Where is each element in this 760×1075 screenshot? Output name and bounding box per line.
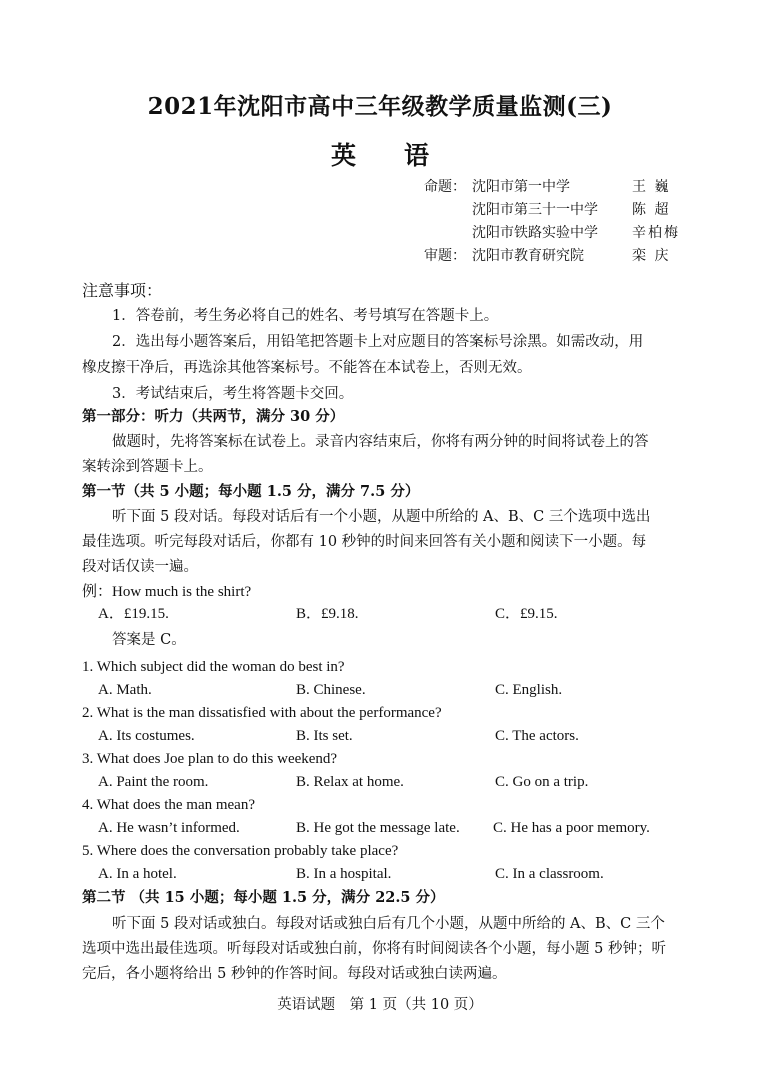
question-options xyxy=(82,682,682,705)
example-block xyxy=(82,580,682,654)
credit-name: 陈 超 xyxy=(632,202,671,218)
option-b: B. Chinese. xyxy=(296,682,366,698)
question-options xyxy=(82,774,682,797)
option-b: B. Relax at home. xyxy=(296,774,404,790)
credit-school: 沈阳市第三十一中学 xyxy=(472,202,598,218)
question-text: 3. What does Joe plan to do this weekend? xyxy=(82,751,338,767)
section1-intro-line: 段对话仅读一遍。 xyxy=(82,559,198,575)
option-a: A. Paint the room. xyxy=(98,774,209,790)
section1-intro-line: 最佳选项。听完每段对话后，你都有 10 秒钟的时间来回答有关小题和阅读下一小题。每 xyxy=(82,534,647,550)
option-c: C．£9.15. xyxy=(495,606,558,622)
notice-item: 2．选出每小题答案后，用铅笔把答题卡上对应题目的答案标号涂黑。如需改动，用 xyxy=(112,334,644,350)
credit-row xyxy=(424,245,684,268)
section2-heading: 第二节 （共 15 小题；每小题 1.5 分，满分 22.5 分） xyxy=(82,889,445,906)
option-c: C. He has a poor memory. xyxy=(493,820,650,836)
section2 xyxy=(82,886,682,987)
credit-school: 沈阳市教育研究院 xyxy=(472,248,584,264)
credit-role: 命题： xyxy=(424,179,466,195)
credit-role: 审题： xyxy=(424,248,466,264)
option-c: C. Go on a trip. xyxy=(495,774,589,790)
option-a: A. Math. xyxy=(98,682,152,698)
part1-intro-line: 案转涂到答题卡上。 xyxy=(82,459,213,475)
part1-heading: 第一部分：听力（共两节，满分 30 分） xyxy=(82,408,345,425)
notice-item: 橡皮擦干净后，再选涂其他答案标号。不能答在本试卷上，否则无效。 xyxy=(82,360,532,376)
question-text: 2. What is the man dissatisfied with about the performance? xyxy=(82,705,442,721)
option-a: A. In a hotel. xyxy=(98,866,177,882)
question-options xyxy=(82,728,682,751)
option-c: C. English. xyxy=(495,682,563,698)
questions-list xyxy=(82,659,682,889)
section2-intro-line: 完后，各小题将给出 5 秒钟的作答时间。每段对话或独白读两遍。 xyxy=(82,966,507,982)
subject-title: 英语 xyxy=(330,141,477,170)
exam-title: 2021年沈阳市高中三年级教学质量监测(三) xyxy=(147,93,613,120)
notice-title: 注意事项： xyxy=(82,281,163,300)
option-b: B．£9.18. xyxy=(296,606,359,622)
section1-intro-line: 听下面 5 段对话。每段对话后有一个小题，从题中所给的 A、B、C 三个选项中选出 xyxy=(112,509,651,525)
question-options xyxy=(82,820,682,843)
section1-heading: 第一节（共 5 小题；每小题 1.5 分，满分 7.5 分） xyxy=(82,483,420,500)
example-options xyxy=(82,602,682,625)
credit-name: 王 巍 xyxy=(632,179,671,195)
section2-intro-line: 选项中选出最佳选项。听每段对话或独白前，你将有时间阅读各个小题，每小题 5 秒钟；听 xyxy=(82,941,666,957)
section2-intro-line: 听下面 5 段对话或独白。每段对话或独白后有几个小题，从题中所给的 A、B、C 三个 xyxy=(112,916,665,932)
question-text: 1. Which subject did the woman do best in? xyxy=(82,659,345,675)
section1 xyxy=(82,480,682,580)
credit-row xyxy=(424,199,684,222)
option-c: C. The actors. xyxy=(495,728,579,744)
credit-row xyxy=(424,176,684,199)
credit-school: 沈阳市第一中学 xyxy=(472,179,570,195)
option-c: C. In a classroom. xyxy=(495,866,604,882)
notice-item: 3．考试结束后，考生将答题卡交回。 xyxy=(112,386,354,402)
option-b: B. In a hospital. xyxy=(296,866,392,882)
part1-intro-line: 做题时，先将答案标在试卷上。录音内容结束后，你将有两分钟的时间将试卷上的答 xyxy=(112,434,649,450)
option-a: A. He wasn’t informed. xyxy=(98,820,240,836)
credits-block xyxy=(424,176,684,268)
option-a: A．£19.15. xyxy=(98,606,169,622)
credit-name: 辛柏梅 xyxy=(632,225,680,241)
credit-row xyxy=(424,222,684,245)
credit-name: 栾 庆 xyxy=(632,248,671,264)
notice-item: 1．答卷前，考生务必将自己的姓名、考号填写在答题卡上。 xyxy=(112,308,499,324)
option-a: A. Its costumes. xyxy=(98,728,195,744)
question-text: 5. Where does the conversation probably take place? xyxy=(82,843,399,859)
notice-section xyxy=(82,278,682,406)
example-question: 例：How much is the shirt? xyxy=(82,584,252,600)
page-footer: 英语试题 第 1 页（共 10 页） xyxy=(277,997,483,1013)
option-b: B. Its set. xyxy=(296,728,353,744)
credit-school: 沈阳市铁路实验中学 xyxy=(472,225,598,241)
question-text: 4. What does the man mean? xyxy=(82,797,255,813)
option-b: B. He got the message late. xyxy=(296,820,460,836)
part1-section xyxy=(82,405,682,480)
example-answer: 答案是 C。 xyxy=(112,632,186,648)
